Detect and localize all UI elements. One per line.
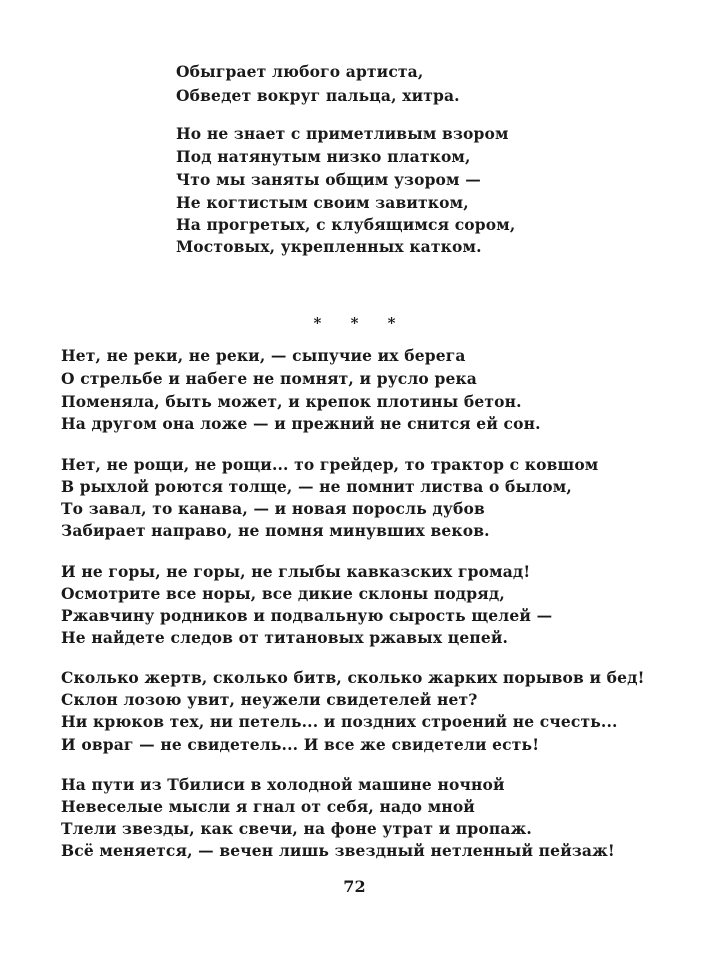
section-separator: * * *	[313, 314, 408, 332]
verse-line: Не когтистым своим завитком,	[176, 193, 469, 212]
verse-line: Забирает направо, не помня минувших веков.	[61, 521, 490, 540]
verse-line: Невеселые мысли я гнал от себя, надо мной	[61, 797, 475, 816]
verse-line: На другом она ложе — и прежний не снится ей сон.	[61, 414, 541, 433]
page-number: 72	[343, 877, 366, 896]
verse-line: Ни крюков тех, ни петель... и поздних строений не счесть...	[61, 712, 618, 731]
verse-line: На пути из Тбилиси в холодной машине ночной	[61, 775, 505, 794]
verse-line: Тлели звезды, как свечи, на фоне утрат и пропаж.	[61, 819, 532, 838]
verse-line: И овраг — не свидетель... И все же свидетели есть!	[61, 735, 540, 754]
verse-line: Нет, не реки, не реки, — сыпучие их берега	[61, 346, 466, 365]
verse-line: Ржавчину родников и подвальную сырость щелей —	[61, 606, 553, 625]
verse-line: Поменяла, быть может, и крепок плотины бетон.	[61, 392, 522, 411]
verse-line: И не горы, не горы, не глыбы кавказских громад!	[61, 562, 531, 581]
verse-line: Сколько жертв, сколько битв, сколько жарких порывов и бед!	[61, 668, 645, 687]
verse-line: Всё меняется, — вечен лишь звездный нетленный пейзаж!	[61, 841, 615, 860]
verse-line: Что мы заняты общим узором —	[176, 170, 481, 189]
verse-line: Обыграет любого артиста,	[176, 62, 424, 81]
verse-line: Обведет вокруг пальца, хитра.	[176, 86, 460, 105]
verse-line: То завал, то канава, — и новая поросль дубов	[61, 499, 485, 518]
verse-line: О стрельбе и набеге не помнят, и русло река	[61, 369, 478, 388]
verse-line: Не найдете следов от титановых ржавых цепей.	[61, 628, 509, 647]
verse-line: В рыхлой роются толще, — не помнит листва о былом,	[61, 477, 572, 496]
verse-line: На прогретых, с клубящимся сором,	[176, 215, 516, 234]
verse-line: Мостовых, укрепленных катком.	[176, 237, 482, 256]
verse-line: Нет, не рощи, не рощи... то грейдер, то трактор с ковшом	[61, 455, 599, 474]
verse-line: Осмотрите все норы, все дикие склоны подряд,	[61, 584, 505, 603]
verse-line: Но не знает с приметливым взором	[176, 124, 509, 143]
verse-line: Под натянутым низко платком,	[176, 147, 471, 166]
verse-line: Склон лозою увит, неужели свидетелей нет?	[61, 690, 478, 709]
